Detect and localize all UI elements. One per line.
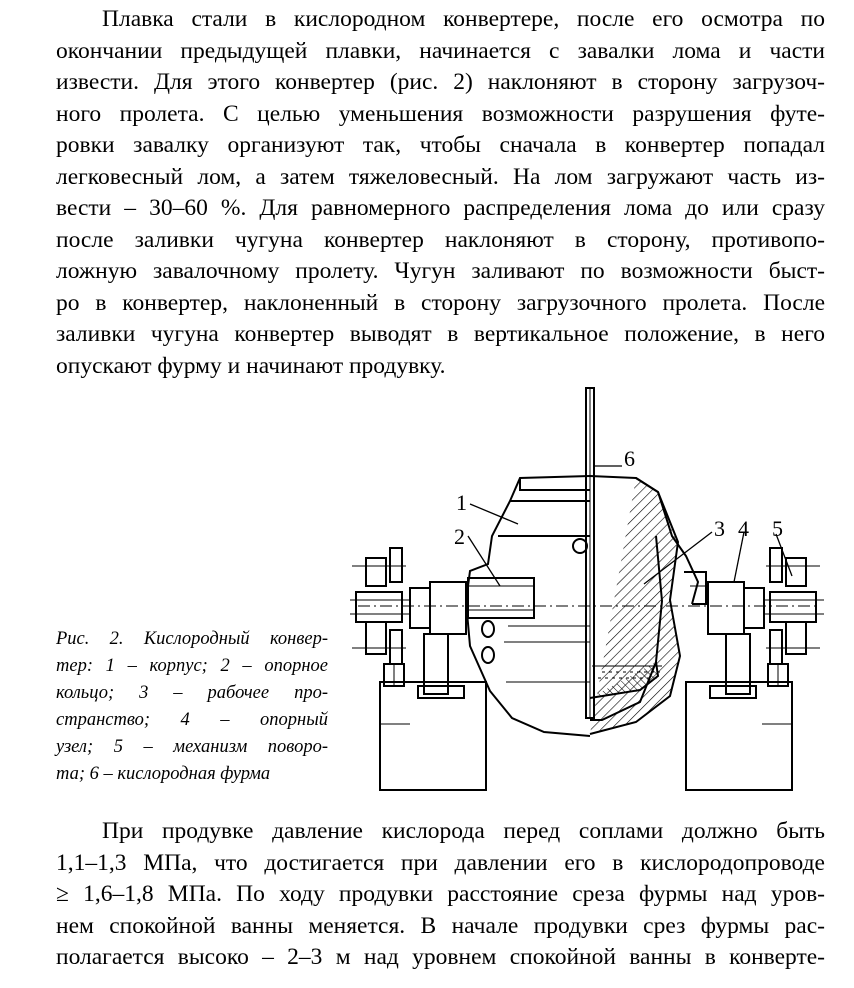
caption-line: та; 6 – кислородная фурма bbox=[56, 764, 271, 784]
text-line: ложную завалочному пролету. Чугун заливают по возможности быст- bbox=[56, 258, 825, 284]
text-line: извести. Для этого конвертер (рис. 2) наклоняют в сторону загрузоч- bbox=[56, 69, 825, 95]
text-line: ровки завалку организуют так, чтобы сначала в конвертер попадал bbox=[56, 132, 825, 158]
text-line: ро в конвертер, наклоненный в сторону загрузочного пролета. После bbox=[56, 289, 825, 316]
text-line: нем спокойной ванны меняется. В начале продувки срез фурмы рас- bbox=[56, 912, 825, 939]
text-line: полагается высоко – 2–3 м над уровнем спокойной ванны в конверте- bbox=[56, 944, 825, 970]
text-line: ≥ 1,6–1,8 МПа. По ходу продувки расстояние среза фурмы над уров- bbox=[56, 881, 825, 907]
paragraph-1 bbox=[56, 4, 825, 382]
label-5: 5 bbox=[772, 516, 783, 541]
text-line: после заливки чугуна конвертер наклоняют в сторону, противопо- bbox=[56, 226, 825, 253]
caption-line: тер: 1 – корпус; 2 – опорное bbox=[56, 656, 328, 676]
label-6: 6 bbox=[624, 446, 635, 471]
label-1: 1 bbox=[456, 490, 467, 515]
text-line: При продувке давление кислорода перед соплами должно быть bbox=[102, 818, 825, 844]
figure-caption bbox=[56, 626, 328, 788]
text-line: ного пролета. С целью уменьшения возможности разрушения футе- bbox=[56, 100, 825, 127]
trunnion-ring bbox=[468, 578, 590, 682]
text-line: заливки чугуна конвертер выводят в вертикальное положение, в него bbox=[56, 321, 825, 347]
paragraph-2 bbox=[56, 816, 825, 974]
caption-line: узел; 5 – механизм поворо- bbox=[56, 737, 328, 757]
label-2: 2 bbox=[454, 524, 465, 549]
label-3: 3 bbox=[714, 516, 725, 541]
text-line: легковесный лом, а затем тяжеловесный. На лом загружают часть из- bbox=[56, 163, 825, 190]
caption-line: Рис. 2. Кислородный конвер- bbox=[56, 629, 328, 649]
converter-drawing bbox=[340, 386, 832, 794]
label-4: 4 bbox=[738, 516, 749, 541]
converter-figure bbox=[340, 386, 832, 794]
text-line: 1,1–1,3 МПа, что достигается при давлении его в кислородопроводе bbox=[56, 849, 825, 876]
text-line: вести – 30–60 %. Для равномерного распределения лома до или сразу bbox=[56, 195, 825, 221]
caption-line: странство; 4 – опорный bbox=[56, 710, 328, 730]
text-line: опускают фурму и начинают продувку. bbox=[56, 352, 446, 379]
caption-line: кольцо; 3 – рабочее про- bbox=[56, 683, 328, 703]
oxygen-lance bbox=[586, 388, 594, 718]
text-line: Плавка стали в кислородном конвертере, после его осмотра по bbox=[102, 6, 825, 32]
left-support-unit bbox=[350, 548, 486, 790]
text-line: окончании предыдущей плавки, начинается с завалки лома и части bbox=[56, 37, 825, 64]
